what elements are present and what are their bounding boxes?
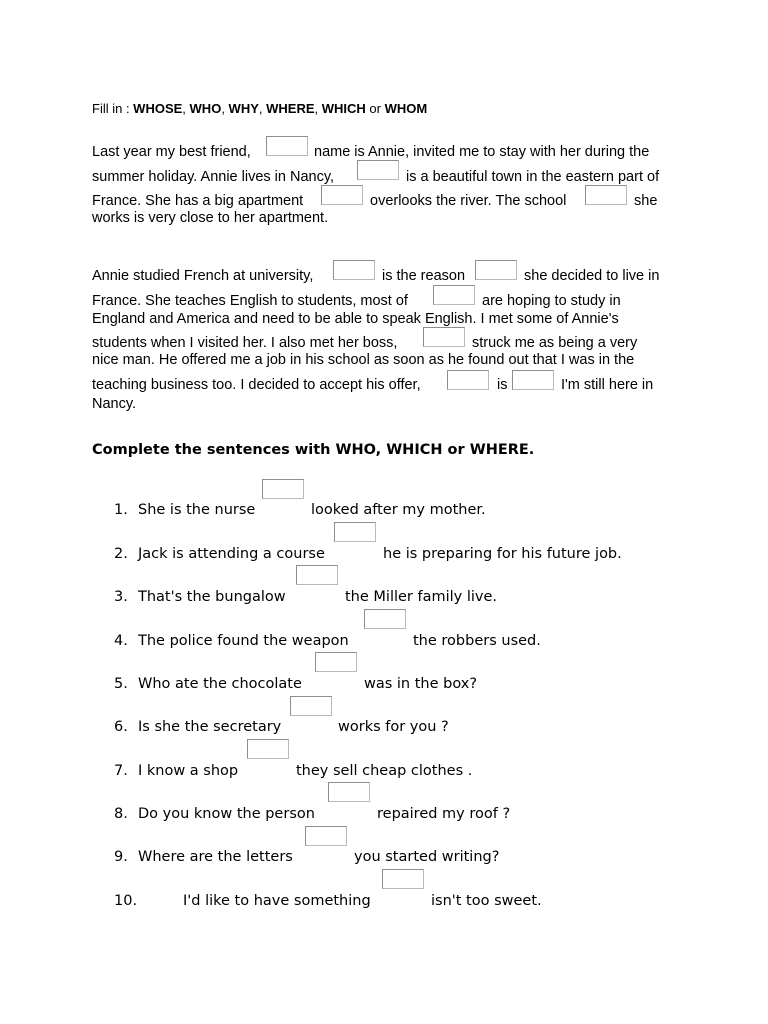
passage-text: teaching business too. I decided to accept his offer,: [92, 377, 421, 393]
answer-blank-1[interactable]: [262, 479, 304, 499]
passage-text: she: [634, 193, 658, 209]
passage2-line: [482, 293, 621, 309]
sentence-end: repaired my roof ?: [377, 806, 511, 822]
item-number: 4.: [114, 633, 128, 649]
keyword-whom: WHOM: [384, 101, 428, 116]
separator: ,: [182, 101, 190, 116]
item-number: 7.: [114, 763, 128, 779]
passage2-line: [92, 335, 397, 351]
answer-blank-2[interactable]: [334, 522, 376, 542]
separator: ,: [258, 101, 267, 116]
exercise2-heading: Complete the sentences with WHO, WHICH or WHERE.: [92, 442, 535, 458]
sentence-end: isn't too sweet.: [431, 893, 542, 909]
answer-blank-4[interactable]: [364, 609, 406, 629]
answer-blank-p2-3[interactable]: [433, 285, 475, 305]
passage2-line: [472, 335, 637, 351]
passage2-line: [382, 268, 465, 284]
answer-blank-6[interactable]: [290, 696, 332, 716]
passage-text: name is Annie, invited me to stay with her during the: [314, 144, 650, 160]
passage-text: she decided to live in: [524, 268, 660, 284]
passage2-line: [92, 396, 136, 412]
answer-blank-p2-4[interactable]: [423, 327, 465, 347]
passage-text: overlooks the river. The school: [370, 193, 567, 209]
passage-text: Last year my best friend,: [92, 144, 251, 160]
sentence-end: they sell cheap clothes .: [296, 763, 473, 779]
passage-text: struck me as being a very: [472, 335, 638, 351]
passage1-line: [314, 144, 649, 160]
passage1-line: [92, 144, 251, 160]
answer-blank-3[interactable]: [296, 565, 338, 585]
answer-blank-p1-2[interactable]: [357, 160, 399, 180]
answer-blank-p1-3[interactable]: [321, 185, 363, 205]
item-number: 2.: [114, 546, 128, 562]
keyword-which: WHICH: [321, 101, 366, 116]
passage-text: is: [497, 377, 508, 393]
passage2-line: [92, 311, 619, 327]
sentence-end: works for you ?: [338, 719, 449, 735]
passage1-line: [92, 210, 328, 226]
sentence-end: was in the box?: [364, 676, 478, 692]
separator: ,: [221, 101, 229, 116]
sentence-end: the Miller family live.: [345, 589, 498, 605]
sentence-end: looked after my mother.: [311, 502, 486, 518]
passage-text: works is very close to her apartment.: [92, 210, 329, 226]
passage-text: England and America and need to be able to speak English. I met some of Annie's: [92, 311, 619, 327]
passage2-line: [92, 352, 634, 368]
passage2-line: [92, 268, 313, 284]
passage1-line: [634, 193, 657, 209]
passage-text: Annie studied French at university,: [92, 268, 314, 284]
passage-text: France. She teaches English to students, most of: [92, 293, 408, 309]
sentence-start: Jack is attending a course: [138, 546, 325, 562]
answer-blank-p2-6[interactable]: [512, 370, 554, 390]
passage-text: Nancy.: [92, 396, 137, 412]
sentence-start: Where are the letters: [138, 849, 293, 865]
sentence-start: That's the bungalow: [138, 589, 286, 605]
separator: ,: [314, 101, 322, 116]
passage-text: is the reason: [382, 268, 466, 284]
sentence-start: I'd like to have something: [183, 893, 371, 909]
answer-blank-10[interactable]: [382, 869, 424, 889]
sentence-end: he is preparing for his future job.: [383, 546, 622, 562]
passage2-line: [497, 377, 507, 393]
sentence-start: Do you know the person: [138, 806, 315, 822]
sentence-start: She is the nurse: [138, 502, 256, 518]
instructions-line: [92, 101, 427, 116]
answer-blank-p2-1[interactable]: [333, 260, 375, 280]
answer-blank-p1-1[interactable]: [266, 136, 308, 156]
answer-blank-p2-5[interactable]: [447, 370, 489, 390]
passage2-line: [92, 293, 408, 309]
answer-blank-8[interactable]: [328, 782, 370, 802]
passage-text: summer holiday. Annie lives in Nancy,: [92, 169, 335, 185]
keyword-why: WHY: [228, 101, 259, 116]
answer-blank-p2-2[interactable]: [475, 260, 517, 280]
answer-blank-5[interactable]: [315, 652, 357, 672]
keyword-where: WHERE: [266, 101, 315, 116]
passage-text: are hoping to study in: [482, 293, 621, 309]
item-number: 6.: [114, 719, 128, 735]
passage-text: France. She has a big apartment: [92, 193, 304, 209]
answer-blank-7[interactable]: [247, 739, 289, 759]
keyword-whose: WHOSE: [133, 101, 183, 116]
item-number: 8.: [114, 806, 128, 822]
passage-text: nice man. He offered me a job in his school as soon as he found out that I was in the: [92, 352, 635, 368]
answer-blank-p1-4[interactable]: [585, 185, 627, 205]
answer-blank-9[interactable]: [305, 826, 347, 846]
passage2-line: [561, 377, 653, 393]
passage1-line: [370, 193, 566, 209]
item-number: 10.: [114, 893, 138, 909]
sentence-end: the robbers used.: [413, 633, 541, 649]
item-number: 9.: [114, 849, 128, 865]
sentence-start: I know a shop: [138, 763, 239, 779]
passage-text: students when I visited her. I also met her boss,: [92, 335, 398, 351]
passage-text: I'm still here in: [561, 377, 654, 393]
passage-text: is a beautiful town in the eastern part of: [406, 169, 660, 185]
passage1-line: [406, 169, 659, 185]
item-number: 3.: [114, 589, 128, 605]
separator: or: [365, 101, 385, 116]
passage2-line: [92, 377, 421, 393]
item-number: 1.: [114, 502, 128, 518]
passage1-line: [92, 169, 334, 185]
instructions-prefix: Fill in :: [92, 101, 134, 116]
keyword-who: WHO: [189, 101, 222, 116]
sentence-start: The police found the weapon: [138, 633, 349, 649]
passage1-line: [92, 193, 303, 209]
passage2-line: [524, 268, 659, 284]
sentence-start: Is she the secretary: [138, 719, 282, 735]
sentence-start: Who ate the chocolate: [138, 676, 302, 692]
sentence-end: you started writing?: [354, 849, 500, 865]
item-number: 5.: [114, 676, 128, 692]
